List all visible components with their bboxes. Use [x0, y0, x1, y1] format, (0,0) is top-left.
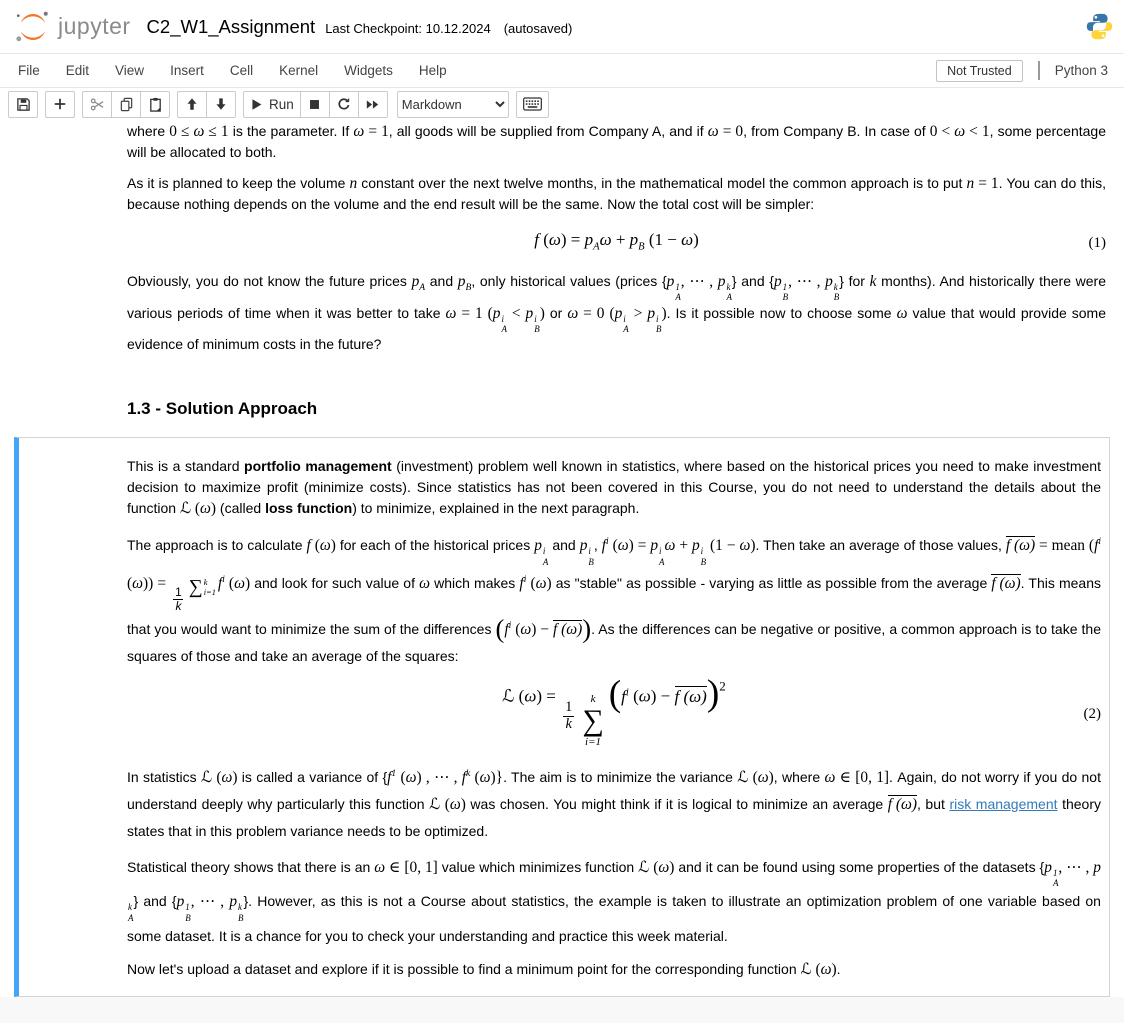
restart-icon: [337, 97, 351, 111]
toolbar: [0, 88, 1124, 120]
paragraph-volume: As it is planned to keep the volume n constant over the next twelve months, in the mathematical model the common approach is to put n = 1. You can do this, because nothing depends on the volume and the end result will be the same. Now the total cost will be simpler:: [127, 175, 1106, 212]
paragraph-historical-prices: Obviously, you do not know the future prices $p_A$ and $p_B$, only historical values (prices {p 1 A , ⋯ , p k A } and {p 1 B , ⋯ , p k B } for k months). And historically there were various periods of time when it was better to take ω = 1 (p i A < p i B ) or ω = 0 (p i A > p i B ). Is it possible now to choose some ω value that would provide some evidence of minimum costs in the future?: [127, 273, 1107, 353]
kernel-separator: [1038, 61, 1040, 80]
menu-file[interactable]: File: [18, 63, 40, 78]
arrow-up-icon: [185, 97, 199, 111]
checkpoint-status: Last Checkpoint: 10.12.2024: [325, 20, 491, 36]
paste-cell-button[interactable]: [140, 91, 170, 118]
move-cell-up-button[interactable]: [177, 91, 207, 118]
paragraph-upload-dataset: Now let's upload a dataset and explore if it is possible to find a minimum point for the corresponding function ℒ (ω).: [127, 960, 841, 978]
restart-kernel-button[interactable]: [329, 91, 359, 118]
autosave-status: (autosaved): [503, 20, 573, 36]
jupyter-logo[interactable]: [14, 10, 131, 44]
scissors-icon: [90, 97, 105, 112]
equation-2: [127, 673, 1101, 748]
equation-1-body: f $(\omega) = p_A\omega + p_B$ (1 − ω): [534, 229, 699, 253]
copy-cell-button[interactable]: [111, 91, 141, 118]
paragraph-portfolio: This is a standard portfolio management (investment) problem well known in statistics, where based on the historical prices you need to make investment decision to maximize profit (minimize costs). Since statistics has not been covered in this Course, you do not need to understand the details about the function ℒ (ω) (called loss function) to minimize, explained in the next paragraph.: [127, 458, 1101, 518]
menu-view[interactable]: View: [115, 63, 145, 78]
paragraph-variance: In statistics ℒ (ω) is called a variance of {$f^1$ (ω) , ⋯ , $f^k$ (ω)}. The aim is to minimize the variance ℒ (ω), where ω ∈ [0, 1]. Again, do not worry if you do not understand deeply why particularly this function ℒ (ω) was chosen. You might think if it is logical to minimize an average f (ω), but risk management theory states that in this problem variance needs to be optimized.: [127, 767, 1101, 839]
not-trusted-button[interactable]: Not Trusted: [936, 60, 1023, 82]
jupyter-wordmark: jupyter: [58, 13, 131, 39]
menu-widgets[interactable]: Widgets: [344, 63, 393, 78]
run-button[interactable]: [243, 91, 301, 118]
cut-cell-button[interactable]: [82, 91, 112, 118]
menu-bar: [0, 54, 1124, 88]
arrow-down-icon: [214, 97, 228, 111]
stop-icon: [308, 98, 321, 111]
cell-type-select[interactable]: [397, 91, 509, 118]
equation-1-number: (1): [1088, 234, 1106, 251]
menu-insert[interactable]: Insert: [170, 63, 204, 78]
paragraph-approach: The approach is to calculate f (ω) for each of the historical prices p i A and p i B , $f^i$ (ω) = p i A ω + p i B (1 − ω). Then take an average of those values, f (ω) = mean ($f^i$ (ω)) = $\frac{1}{k}$ ∑ k i=1 $f^i$ (ω) and look for such value of ω which makes $f^i$ (ω) as "stable" as possible - varying as little as possible from the average f (ω). This means that you would want to minimize the sum of the differences ($f^i$ (ω) − f (ω)). As the differences can be negative or positive, a common approach is to take the squares of those and take an average of the squares:: [127, 536, 1101, 664]
python-logo-icon: [1085, 12, 1114, 41]
menu-cell[interactable]: Cell: [229, 63, 254, 78]
markdown-cell-heading[interactable]: [0, 399, 1124, 419]
section-heading: 1.3 - Solution Approach: [127, 399, 318, 419]
markdown-cell-problem[interactable]: [0, 121, 1124, 355]
menu-edit[interactable]: Edit: [65, 63, 90, 78]
kernel-name: Python 3: [1054, 63, 1108, 78]
notebook-header: [0, 0, 1124, 54]
paragraph-statistical-theory: Statistical theory shows that there is an ω ∈ [0, 1] value which minimizes function ℒ (ω) and it can be found using some properties of the datasets {p 1 A , ⋯ , p k A } and {p 1 B , ⋯ , p k B }. However, as this is not a Course about statistics, the example is taken to illustrate an optimization problem of one variable based on some dataset. It is a chance for you to check your understanding and practice this week material.: [127, 858, 1101, 944]
notebook-title[interactable]: C2_W1_Assignment: [146, 15, 316, 37]
save-button[interactable]: [8, 91, 38, 118]
save-icon: [16, 97, 31, 112]
run-label: Run: [269, 96, 294, 112]
selected-markdown-cell[interactable]: [14, 437, 1110, 997]
menu-help[interactable]: Help: [418, 63, 447, 78]
notebook-area: [0, 120, 1124, 978]
menu-kernel[interactable]: Kernel: [279, 63, 319, 78]
plus-icon: [53, 97, 67, 111]
keyboard-icon: [523, 97, 542, 111]
paragraph-omega-parameter: where 0 ≤ ω ≤ 1 is the parameter. If ω = 1, all goods will be supplied from Company A, and if ω = 0, from Company B. In case of 0 < ω < 1, some percentage will be allocated to both.: [127, 123, 1106, 160]
add-cell-button[interactable]: [45, 91, 75, 118]
paste-icon: [148, 97, 163, 112]
fast-forward-icon: [365, 98, 380, 111]
equation-2-body: ℒ (ω) = $\frac{1}{k}$ k ∑ i=1 ($f^i$ (ω) − f (ω))$^2$: [502, 673, 726, 748]
notebook-end-space: [0, 997, 1124, 1023]
copy-icon: [119, 97, 134, 112]
equation-2-number: (2): [1083, 706, 1101, 723]
play-icon: [250, 98, 263, 111]
interrupt-kernel-button[interactable]: [300, 91, 330, 118]
jupyter-icon: [14, 10, 52, 44]
restart-run-all-button[interactable]: [358, 91, 388, 118]
move-cell-down-button[interactable]: [206, 91, 236, 118]
equation-1: [127, 228, 1106, 258]
command-palette-button[interactable]: [516, 91, 549, 118]
